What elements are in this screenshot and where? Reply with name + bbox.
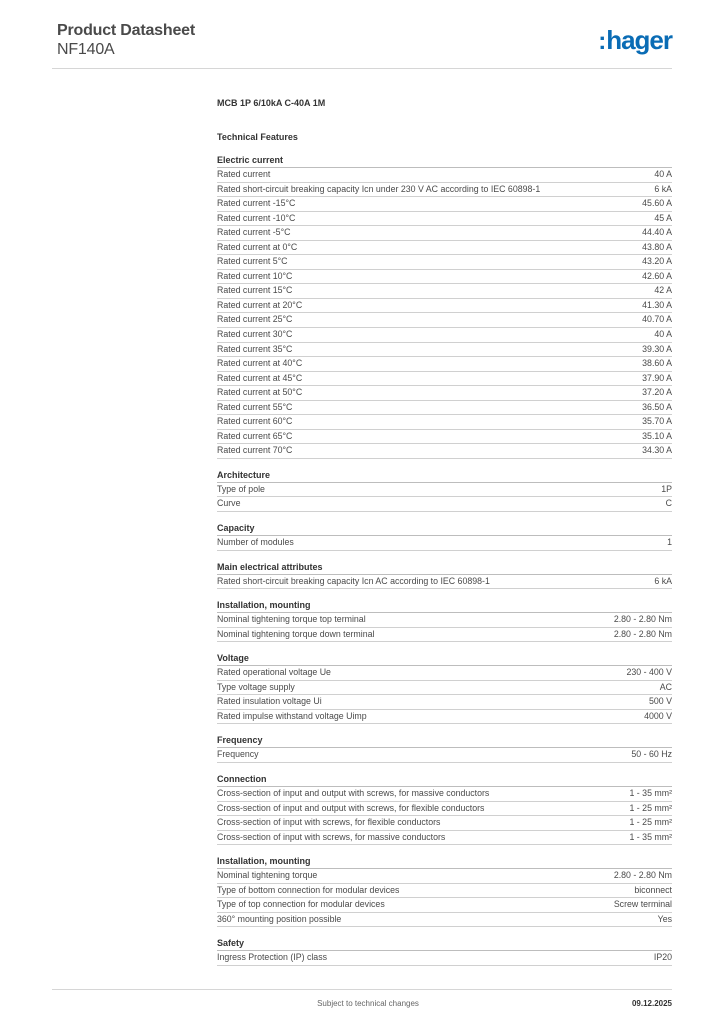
spec-row [217, 299, 672, 314]
spec-value: 1P [661, 483, 672, 494]
spec-row [217, 575, 672, 590]
spec-label: Rated current -15°C [217, 198, 296, 209]
section-title: Frequency [217, 734, 672, 748]
spec-row [217, 415, 672, 430]
footer-note-wrap [0, 999, 724, 1008]
footer-divider [52, 989, 672, 990]
spec-row [217, 430, 672, 445]
spec-value: 1 - 25 mm² [629, 802, 672, 813]
spec-label: Cross-section of input and output with screws, for massive conductors [217, 787, 490, 798]
spec-value: 34.30 A [642, 445, 672, 456]
spec-row [217, 681, 672, 696]
section-title: Installation, mounting [217, 599, 672, 613]
spec-label: Nominal tightening torque down terminal [217, 628, 375, 639]
logo-mark-icon: : [598, 28, 606, 55]
spec-value: 45 A [654, 212, 672, 223]
spec-value: 2.80 - 2.80 Nm [613, 614, 672, 625]
spec-row [217, 444, 672, 459]
spec-row [217, 270, 672, 285]
spec-label: Nominal tightening torque top terminal [217, 614, 366, 625]
product-code: NF140A [57, 41, 115, 58]
spec-row [217, 226, 672, 241]
spec-row [217, 748, 672, 763]
spec-label: Rated current [217, 169, 271, 179]
spec-row [217, 372, 672, 387]
datasheet-content [217, 96, 672, 966]
spec-label: Rated current 55°C [217, 401, 293, 412]
spec-label: Cross-section of input and output with screws, for flexible conductors [217, 802, 485, 813]
spec-value: 2.80 - 2.80 Nm [613, 870, 672, 881]
spec-section [217, 154, 672, 459]
spec-value: biconnect [634, 884, 672, 895]
feature-sections [217, 154, 672, 966]
spec-row [217, 628, 672, 643]
spec-label: 360° mounting position possible [217, 913, 342, 924]
spec-label: Rated current 35°C [217, 343, 293, 354]
spec-label: Rated current at 50°C [217, 387, 303, 398]
spec-value: 6 kA [654, 183, 672, 194]
spec-section [217, 469, 672, 512]
spec-label: Type of top connection for modular devices [217, 899, 385, 910]
section-title: Electric current [217, 154, 672, 168]
spec-row [217, 197, 672, 212]
spec-row [217, 183, 672, 198]
spec-value: Yes [657, 913, 672, 924]
spec-value: 39.30 A [642, 343, 672, 354]
spec-row [217, 913, 672, 928]
spec-value: 2.80 - 2.80 Nm [613, 628, 672, 639]
spec-label: Type voltage supply [217, 681, 295, 692]
spec-row [217, 386, 672, 401]
spec-label: Type of bottom connection for modular devices [217, 884, 400, 895]
spec-label: Rated insulation voltage Ui [217, 696, 322, 707]
spec-row [217, 241, 672, 256]
footer-date: 09.12.2025 [631, 999, 672, 1008]
spec-label: Rated current 70°C [217, 445, 293, 456]
section-title: Voltage [217, 652, 672, 666]
spec-label: Rated current 15°C [217, 285, 293, 296]
spec-value: 38.60 A [642, 358, 672, 369]
spec-value: 6 kA [654, 575, 672, 586]
section-title: Main electrical attributes [217, 561, 672, 575]
spec-row [217, 357, 672, 372]
spec-value: 4000 V [644, 710, 672, 721]
spec-section [217, 522, 672, 551]
spec-row [217, 168, 672, 183]
spec-row [217, 497, 672, 512]
spec-row [217, 666, 672, 681]
spec-value: 40.70 A [642, 314, 672, 325]
spec-row [217, 898, 672, 913]
spec-label: Ingress Protection (IP) class [217, 952, 327, 963]
spec-value: 35.70 A [642, 416, 672, 427]
spec-row [217, 613, 672, 628]
footer-note: Subject to technical changes [317, 999, 419, 1008]
spec-label: Type of pole [217, 483, 265, 494]
spec-value: 44.40 A [642, 227, 672, 238]
spec-value: 500 V [649, 696, 672, 707]
spec-row [217, 483, 672, 498]
spec-label: Rated current at 40°C [217, 358, 303, 369]
spec-label: Rated current at 45°C [217, 372, 303, 383]
spec-row [217, 869, 672, 884]
page-title: Product Datasheet [57, 22, 195, 39]
spec-value: 40 A [654, 329, 672, 340]
spec-section [217, 561, 672, 590]
spec-row [217, 255, 672, 270]
spec-value: 35.10 A [642, 430, 672, 441]
spec-label: Rated operational voltage Ue [217, 667, 331, 678]
spec-label: Rated short-circuit breaking capacity Icn AC according to IEC 60898-1 [217, 575, 490, 586]
spec-label: Cross-section of input with screws, for flexible conductors [217, 817, 441, 828]
spec-row [217, 831, 672, 846]
spec-label: Curve [217, 498, 241, 509]
spec-row [217, 212, 672, 227]
spec-label: Rated current 60°C [217, 416, 293, 427]
spec-section [217, 652, 672, 724]
spec-value: Screw terminal [613, 899, 672, 910]
spec-section [217, 937, 672, 966]
spec-label: Frequency [217, 749, 259, 760]
section-title: Architecture [217, 469, 672, 483]
spec-section [217, 599, 672, 642]
logo-text: hager [606, 25, 672, 55]
spec-value: 1 [667, 537, 672, 548]
spec-value: 42 A [654, 285, 672, 296]
spec-label: Rated current 5°C [217, 256, 288, 267]
spec-label: Rated current -5°C [217, 227, 291, 238]
spec-label: Rated current 25°C [217, 314, 293, 325]
spec-value: 41.30 A [642, 299, 672, 310]
section-title: Installation, mounting [217, 855, 672, 869]
spec-label: Number of modules [217, 537, 294, 548]
spec-label: Rated current at 0°C [217, 241, 298, 252]
spec-value: 43.80 A [642, 241, 672, 252]
spec-label: Rated current 65°C [217, 430, 293, 441]
spec-section [217, 734, 672, 763]
spec-value: C [665, 498, 672, 509]
spec-value: 1 - 25 mm² [629, 817, 672, 828]
spec-row [217, 884, 672, 899]
spec-row [217, 401, 672, 416]
spec-value: 43.20 A [642, 256, 672, 267]
document-header [57, 21, 195, 59]
spec-section [217, 773, 672, 845]
spec-row [217, 328, 672, 343]
section-title: Connection [217, 773, 672, 787]
spec-label: Rated current 30°C [217, 329, 293, 340]
spec-row [217, 951, 672, 966]
spec-value: 50 - 60 Hz [631, 749, 672, 760]
spec-row [217, 313, 672, 328]
spec-value: 40 A [654, 169, 672, 179]
hager-logo [598, 27, 672, 55]
spec-label: Rated short-circuit breaking capacity Icn under 230 V AC according to IEC 60898-1 [217, 183, 541, 194]
spec-value: AC [659, 681, 672, 692]
spec-row [217, 802, 672, 817]
section-title: Capacity [217, 522, 672, 536]
spec-row [217, 284, 672, 299]
technical-features-heading: Technical Features [217, 132, 298, 142]
spec-value: 1 - 35 mm² [629, 831, 672, 842]
spec-value: 1 - 35 mm² [629, 787, 672, 798]
spec-value: 42.60 A [642, 270, 672, 281]
spec-value: 37.20 A [642, 387, 672, 398]
section-title: Safety [217, 937, 672, 951]
product-name: MCB 1P 6/10kA C-40A 1M [217, 98, 326, 108]
spec-row [217, 710, 672, 725]
spec-value: IP20 [653, 952, 672, 963]
spec-label: Cross-section of input with screws, for massive conductors [217, 831, 446, 842]
spec-section [217, 855, 672, 927]
spec-row [217, 695, 672, 710]
spec-label: Rated current 10°C [217, 270, 293, 281]
spec-value: 37.90 A [642, 372, 672, 383]
spec-row [217, 343, 672, 358]
spec-label: Rated current -10°C [217, 212, 296, 223]
spec-row [217, 536, 672, 551]
spec-value: 230 - 400 V [626, 667, 672, 678]
header-divider [52, 68, 672, 69]
spec-label: Nominal tightening torque [217, 870, 318, 881]
spec-row [217, 787, 672, 802]
spec-label: Rated impulse withstand voltage Uimp [217, 710, 367, 721]
spec-value: 45.60 A [642, 198, 672, 209]
spec-value: 36.50 A [642, 401, 672, 412]
spec-label: Rated current at 20°C [217, 299, 303, 310]
spec-row [217, 816, 672, 831]
